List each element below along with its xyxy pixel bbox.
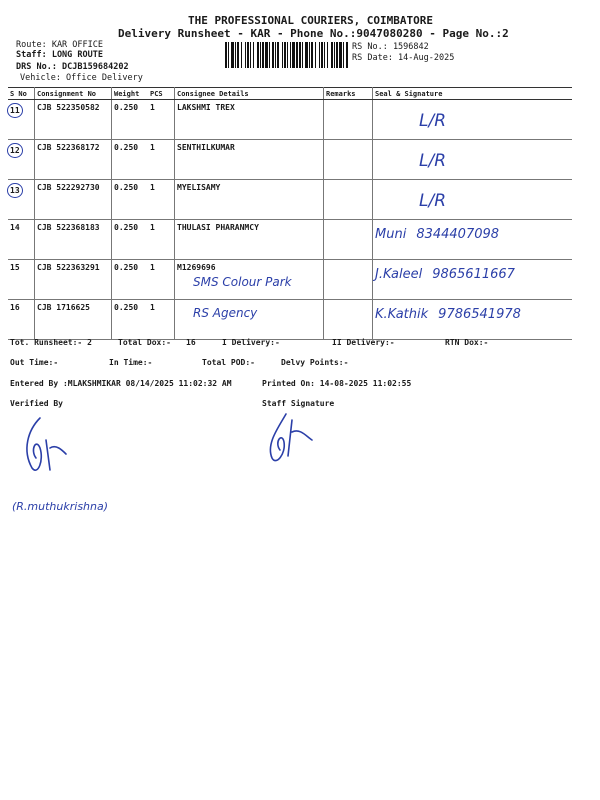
cell-consignment: CJB 1716625	[35, 300, 112, 340]
table-row	[8, 260, 572, 300]
cell-consignment: CJB 522368172	[35, 140, 112, 180]
cell-sno	[8, 300, 35, 340]
seal-signature: L/R	[419, 191, 447, 211]
rtn-dox: RTN Dox:-	[445, 338, 489, 347]
col-consignment: Consignment No	[35, 88, 112, 100]
cell-consignment: CJB 522292730	[35, 180, 112, 220]
handwritten-note: RS Agency	[193, 306, 258, 320]
cell-remarks	[324, 140, 373, 180]
row-number: 11	[7, 103, 23, 118]
table-row	[8, 180, 572, 220]
row-number: 14	[10, 223, 20, 232]
seal-signature: Muni	[375, 227, 407, 242]
consignee-name: THULASI PHARANMCY	[177, 223, 259, 232]
verified-by-label: Verified By	[10, 399, 63, 408]
entered-by: Entered By :MLAKSHMIKAR 08/14/2025 11:02:32 AM	[10, 379, 232, 388]
cell-pcs: 1	[148, 220, 175, 260]
cell-weight: 0.250	[112, 100, 149, 140]
col-pcs: PCS	[148, 88, 175, 100]
table-header-row	[8, 88, 572, 100]
staff-signature-label: Staff Signature	[262, 399, 335, 408]
consignee-name: LAKSHMI TREX	[177, 103, 235, 112]
runsheet-subtitle: Delivery Runsheet - KAR - Phone No.:9047080280 - Page No.:2	[118, 27, 509, 40]
col-remarks: Remarks	[324, 88, 373, 100]
staff-label: Staff: LONG ROUTE	[16, 50, 103, 60]
cell-sno	[8, 220, 35, 260]
col-sno: S No	[8, 88, 35, 100]
cell-pcs: 1	[148, 100, 175, 140]
handwritten-phone: 9786541978	[438, 307, 521, 322]
col-weight: Weight	[112, 88, 149, 100]
col-consignee: Consignee Details	[175, 88, 324, 100]
consignee-name: MYELISAMY	[177, 183, 221, 192]
table-row	[8, 220, 572, 260]
cell-seal	[373, 180, 573, 220]
row-number: 13	[7, 183, 23, 198]
cell-weight: 0.250	[112, 300, 149, 340]
rs-number: RS No.: 1596842	[352, 42, 429, 52]
cell-pcs: 1	[148, 180, 175, 220]
table-row	[8, 140, 572, 180]
seal-signature: J.Kaleel	[375, 267, 423, 282]
total-runsheet: Tot. Runsheet:- 2	[10, 338, 92, 347]
consignee-name: SENTHILKUMAR	[177, 143, 235, 152]
row-number: 16	[10, 303, 20, 312]
total-pod: Total POD:-	[202, 358, 255, 367]
table-row	[8, 300, 572, 340]
i-delivery: I Delivery:-	[222, 338, 280, 347]
barcode-icon	[225, 42, 349, 68]
col-seal-signature: Seal & Signature	[373, 88, 573, 100]
cell-consignee	[175, 180, 324, 220]
verifier-signature-icon	[10, 410, 80, 480]
cell-seal	[373, 140, 573, 180]
seal-signature: K.Kathik	[375, 307, 429, 322]
cell-consignment: CJB 522368183	[35, 220, 112, 260]
handwritten-name: (R.muthukrishna)	[12, 500, 109, 513]
cell-sno	[8, 260, 35, 300]
cell-consignee	[175, 260, 324, 300]
staff-signature-icon	[258, 410, 328, 468]
handwritten-phone: 8344407098	[416, 227, 500, 242]
total-dox-label: Total Dox:-	[118, 338, 171, 347]
cell-weight: 0.250	[112, 140, 149, 180]
seal-signature: L/R	[419, 151, 447, 171]
row-number: 15	[10, 263, 20, 272]
cell-remarks	[324, 100, 373, 140]
cell-pcs: 1	[148, 260, 175, 300]
cell-consignment: CJB 522363291	[35, 260, 112, 300]
cell-weight: 0.250	[112, 180, 149, 220]
consignee-name: M1269696	[177, 263, 216, 272]
seal-signature: L/R	[419, 111, 447, 131]
rs-date: RS Date: 14-Aug-2025	[352, 53, 455, 63]
cell-remarks	[324, 180, 373, 220]
cell-pcs: 1	[148, 140, 175, 180]
cell-seal	[373, 260, 573, 300]
cell-seal	[373, 100, 573, 140]
cell-consignment: CJB 522350582	[35, 100, 112, 140]
cell-consignee	[175, 100, 324, 140]
cell-sno	[8, 140, 35, 180]
delvy-points: Delvy Points:-	[281, 358, 349, 367]
cell-consignee	[175, 140, 324, 180]
handwritten-phone: 9865611667	[432, 267, 515, 282]
out-time: Out Time:-	[10, 358, 59, 367]
total-dox-value: 16	[186, 338, 196, 347]
handwritten-note: SMS Colour Park	[193, 275, 292, 289]
cell-remarks	[324, 300, 373, 340]
cell-remarks	[324, 260, 373, 300]
row-number: 12	[7, 143, 23, 158]
vehicle-label: Vehicle: Office Delivery	[20, 73, 143, 83]
cell-sno	[8, 180, 35, 220]
printed-on: Printed On: 14-08-2025 11:02:55	[262, 379, 412, 388]
cell-remarks	[324, 220, 373, 260]
cell-consignee	[175, 220, 324, 260]
cell-seal	[373, 220, 573, 260]
company-title: THE PROFESSIONAL COURIERS, COIMBATORE	[188, 14, 434, 27]
cell-consignee	[175, 300, 324, 340]
ii-delivery: II Delivery:-	[332, 338, 395, 347]
drs-number: DRS No.: DCJB159684202	[16, 62, 129, 72]
runsheet-table	[8, 87, 572, 340]
in-time: In Time:-	[109, 358, 153, 367]
cell-seal	[373, 300, 573, 340]
cell-sno	[8, 100, 35, 140]
route-label: Route: KAR OFFICE	[16, 40, 103, 50]
cell-weight: 0.250	[112, 220, 149, 260]
cell-pcs: 1	[148, 300, 175, 340]
cell-weight: 0.250	[112, 260, 149, 300]
table-row	[8, 100, 572, 140]
